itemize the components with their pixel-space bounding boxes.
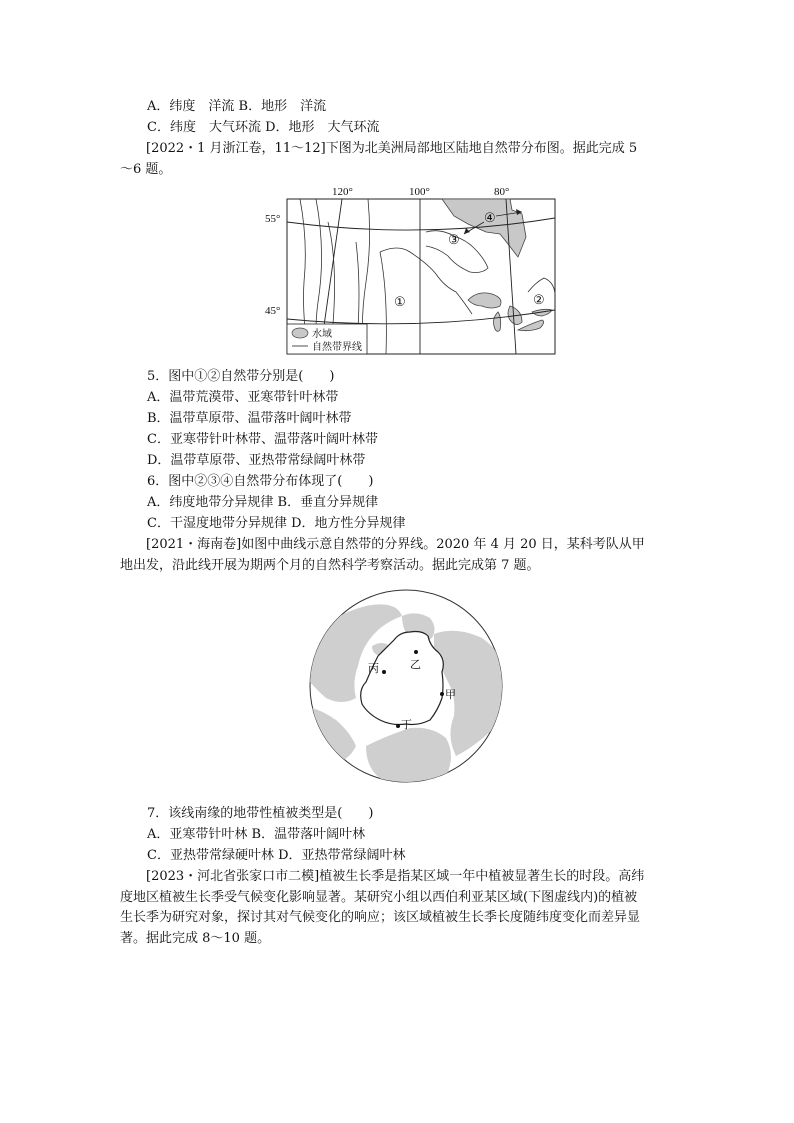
intro-questions-8-10: [2023・河北省张家口市二模]植被生长季是指某区域一年中植被显著生长的时段。高纬度地区植被生长季受气候变化影响显著。某研究小组以西伯利亚某区域(下图虚线内)的植被生长季为研究对象，探讨其对气候变化的响应；该区域植被生长季长度随纬度变化而差异显著。据此完成 8～10 题。 bbox=[120, 869, 645, 946]
lon-label-100: 100° bbox=[409, 186, 430, 198]
q7-option-ab: A．亚寒带针叶林 B．温带落叶阔叶林 bbox=[147, 827, 366, 842]
zone-label-2: ② bbox=[533, 292, 545, 307]
point-jia-dot bbox=[440, 692, 444, 696]
point-ding-label: 丁 bbox=[401, 719, 412, 731]
q5-option-c: C．亚寒带针叶林带、温带落叶阔叶林带 bbox=[147, 432, 378, 447]
q4-option-ab: A．纬度 洋流 B．地形 洋流 bbox=[147, 99, 327, 114]
legend-boundary-label: 自然带界线 bbox=[312, 342, 362, 353]
legend-water-swatch bbox=[292, 328, 308, 338]
point-yi-dot bbox=[414, 650, 418, 654]
q6-option-ab: A．纬度地带分异规律 B．垂直分异规律 bbox=[147, 495, 379, 510]
point-bing-dot bbox=[382, 670, 386, 674]
q5-option-a: A．温带荒漠带、亚寒带针叶林带 bbox=[147, 390, 339, 405]
lon-label-80: 80° bbox=[494, 186, 510, 198]
legend-water-label: 水域 bbox=[312, 329, 332, 340]
polar-projection-map bbox=[306, 586, 506, 790]
zone-label-4: ④ bbox=[484, 210, 496, 225]
point-yi-label: 乙 bbox=[410, 659, 421, 671]
intro-questions-5-6: [2022・1 月浙江卷，11～12]下图为北美洲局部地区陆地自然带分布图。据此完成 5～6 题。 bbox=[120, 141, 638, 177]
q6-option-cd: C．干湿度地带分异规律 D．地方性分异规律 bbox=[147, 516, 406, 531]
point-bing-label: 丙 bbox=[368, 663, 379, 675]
q6-stem: 6．图中②③④自然带分布体现了( ) bbox=[147, 474, 374, 489]
lon-label-120: 120° bbox=[332, 186, 353, 198]
q7-stem: 7．该线南缘的地带性植被类型是( ) bbox=[147, 806, 374, 821]
lat-label-45: 45° bbox=[265, 305, 281, 317]
intro-question-7: [2021・海南卷]如图中曲线示意自然带的分界线。2020 年 4 月 20 日，某科考队从甲地出发，沿此线开展为期两个月的自然科学考察活动。据此完成第 7 题。 bbox=[120, 537, 645, 573]
zone-label-3: ③ bbox=[448, 232, 460, 247]
zone-label-1: ① bbox=[394, 294, 406, 309]
point-ding-dot bbox=[396, 724, 400, 728]
q5-stem: 5．图中①②自然带分别是( ) bbox=[147, 369, 335, 384]
q4-option-cd: C．纬度 大气环流 D．地形 大气环流 bbox=[147, 120, 380, 135]
point-jia-label: 甲 bbox=[445, 689, 456, 701]
q5-option-d: D．温带草原带、亚热带常绿阔叶林带 bbox=[147, 453, 366, 468]
q5-option-b: B．温带草原带、温带落叶阔叶林带 bbox=[147, 411, 352, 426]
q7-option-cd: C．亚热带常绿硬叶林 D．亚热带常绿阔叶林 bbox=[147, 848, 406, 863]
lat-label-55: 55° bbox=[265, 213, 281, 225]
north-america-zone-map bbox=[260, 182, 560, 361]
